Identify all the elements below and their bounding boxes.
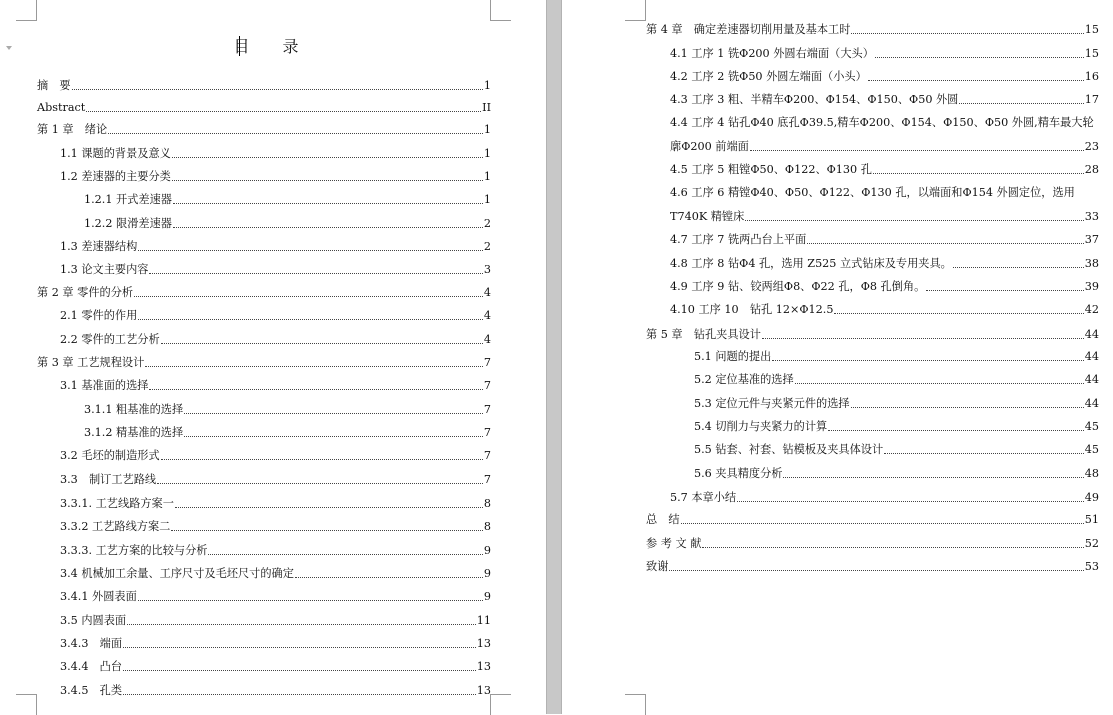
toc-entry[interactable]: [694, 420, 1099, 434]
toc-entry[interactable]: [60, 614, 491, 628]
toc-entry[interactable]: [694, 467, 1099, 481]
toc-page-number: 44: [1084, 373, 1099, 386]
toc-entry[interactable]: [37, 101, 491, 115]
toc-entry[interactable]: [60, 567, 491, 581]
toc-entry[interactable]: [84, 403, 491, 417]
toc-entry[interactable]: [60, 544, 491, 558]
toc-page-number: 52: [1084, 537, 1099, 550]
toc-entry[interactable]: [670, 70, 1099, 84]
toc-entry-title: 3.3.1. 工艺线路方案一: [60, 497, 174, 510]
toc-page-number: 13: [476, 660, 491, 673]
toc-entry-title: 1.3 差速器结构: [60, 240, 138, 253]
toc-page-number: 45: [1084, 420, 1099, 433]
toc-page-number: 9: [483, 567, 491, 580]
toc-leader-dots: [184, 413, 483, 414]
toc-entry[interactable]: [37, 123, 491, 137]
toc-entry[interactable]: [60, 309, 491, 323]
toc-entry[interactable]: [670, 163, 1099, 177]
toc-leader-dots: [145, 366, 483, 367]
toc-entry-title: 1.3 论文主要内容: [60, 263, 149, 276]
toc-entry-title: 参 考 文 献: [646, 537, 702, 550]
left-page: [0, 0, 546, 714]
toc-page-number: 15: [1084, 47, 1099, 60]
toc-entry[interactable]: [670, 257, 1099, 271]
toc-entry-title: 1.2.1 开式差速器: [84, 193, 172, 206]
toc-entry[interactable]: [670, 303, 1099, 317]
toc-entry[interactable]: [84, 193, 491, 207]
toc-entry[interactable]: [60, 637, 491, 651]
toc-leader-dots: [149, 273, 482, 274]
toc-title: 目 录: [233, 37, 313, 56]
toc-leader-dots: [208, 554, 482, 555]
toc-leader-dots: [737, 501, 1084, 502]
toc-entry-title: 5.4 切削力与夹紧力的计算: [694, 420, 828, 433]
toc-entry-title: 3.4.5 孔类: [60, 684, 123, 697]
toc-entry-title: 第 3 章 工艺规程设计: [37, 356, 145, 369]
toc-entry-title: 致谢: [646, 560, 669, 573]
toc-leader-dots: [173, 227, 483, 228]
toc-leader-dots: [173, 203, 483, 204]
toc-entry-title: 3.1.1 粗基准的选择: [84, 403, 184, 416]
toc-page-number: 53: [1084, 560, 1099, 573]
toc-leader-dots: [772, 360, 1083, 361]
page-gutter: [546, 0, 562, 714]
toc-leader-dots: [295, 577, 483, 578]
toc-entry[interactable]: [694, 350, 1099, 364]
toc-page-number: 2: [483, 217, 491, 230]
toc-page-number: 48: [1084, 467, 1099, 480]
toc-page-number: 13: [476, 684, 491, 697]
toc-leader-dots: [171, 530, 483, 531]
toc-page-number: 2: [483, 240, 491, 253]
toc-leader-dots: [72, 89, 483, 90]
toc-leader-dots: [851, 33, 1083, 34]
toc-leader-dots: [868, 80, 1084, 81]
toc-page-number: 33: [1084, 209, 1099, 223]
toc-leader-dots: [926, 290, 1083, 291]
toc-page-number: 44: [1084, 350, 1099, 363]
toc-entry-title: 5.1 问题的提出: [694, 350, 772, 363]
toc-leader-dots: [873, 173, 1084, 174]
toc-entry-title-cont: T740K 精镗床: [670, 209, 745, 223]
toc-entry-title: 3.2 毛坯的制造形式: [60, 449, 160, 462]
toc-entry-title-cont: 廓Φ200 前端面: [670, 139, 749, 153]
toc-page-number: 1: [483, 170, 491, 183]
toc-entry-title: 1.2.2 限滑差速器: [84, 217, 172, 230]
toc-entry[interactable]: [670, 491, 1099, 505]
toc-entry-title: 2.1 零件的作用: [60, 309, 138, 322]
toc-page-number: 44: [1084, 397, 1099, 410]
toc-entry-title: 4.10 工序 10 钻孔 12×Φ12.5: [670, 303, 834, 316]
toc-leader-dots: [134, 296, 483, 297]
toc-entry-title: 4.7 工序 7 铣两凸台上平面: [670, 233, 807, 246]
toc-entry[interactable]: [670, 93, 1099, 107]
toc-entry[interactable]: [84, 426, 491, 440]
toc-page-number: 45: [1084, 443, 1099, 456]
toc-page-number: 37: [1084, 233, 1099, 246]
toc-entry[interactable]: [60, 473, 491, 487]
toc-leader-dots: [157, 483, 483, 484]
toc-leader-dots: [172, 180, 483, 181]
toc-leader-dots: [123, 694, 476, 695]
right-page: [562, 0, 1113, 714]
toc-entry-title: 4.8 工序 8 钻Φ4 孔，选用 Z525 立式钻床及专用夹具。: [670, 257, 952, 270]
toc-leader-dots: [959, 103, 1083, 104]
toc-entry-title: 4.1 工序 1 铣Φ200 外圆右端面（大头）: [670, 47, 874, 60]
toc-page-number: 15: [1084, 23, 1099, 36]
toc-entry[interactable]: [646, 560, 1099, 574]
toc-entry[interactable]: [60, 449, 491, 463]
toc-entry-title: 5.3 定位元件与夹紧元件的选择: [694, 397, 850, 410]
toc-leader-dots: [161, 343, 483, 344]
toc-entry-title: 3.4.4 凸台: [60, 660, 123, 673]
crop-mark: [16, 694, 37, 715]
toc-entry-title: 5.7 本章小结: [670, 491, 737, 504]
toc-page-number: 7: [483, 403, 491, 416]
toc-page-number: 8: [483, 497, 491, 510]
toc-entry-title: 3.4 机械加工余量、工序尺寸及毛坯尺寸的确定: [60, 567, 294, 580]
toc-entry-title: 总 结: [646, 513, 680, 526]
toc-entry-title: 3.3.2 工艺路线方案二: [60, 520, 171, 533]
toc-page-number: 1: [483, 123, 491, 136]
crop-mark: [16, 0, 37, 21]
toc-entry-title: 3.1 基准面的选择: [60, 379, 149, 392]
toc-page-number: 44: [1084, 328, 1099, 341]
toc-entry-title: 4.6 工序 6 精镗Φ40、Φ50、Φ122、Φ130 孔，以端面和Φ154 外圆定位，选用: [670, 186, 1075, 199]
toc-leader-dots: [783, 477, 1083, 478]
toc-page-number: 1: [483, 193, 491, 206]
toc-page-number: 4: [483, 309, 491, 322]
toc-leader-dots: [138, 250, 483, 251]
toc-entry[interactable]: [646, 537, 1099, 551]
toc-leader-dots: [750, 150, 1084, 151]
toc-entry-title: 5.2 定位基准的选择: [694, 373, 794, 386]
toc-entry-title: 4.9 工序 9 钻、铰两组Φ8、Φ22 孔，Φ8 孔倒角。: [670, 280, 926, 293]
toc-entry[interactable]: [670, 111, 1099, 158]
toc-leader-dots: [807, 243, 1083, 244]
toc-page-number: 11: [476, 614, 491, 627]
toc-page-number: 51: [1084, 513, 1099, 526]
toc-leader-dots: [127, 624, 476, 625]
toc-entry-title: 第 4 章 确定差速器切削用量及基本工时: [646, 23, 851, 36]
toc-entry[interactable]: [60, 590, 491, 604]
toc-entry-title: 3.4.1 外圆表面: [60, 590, 137, 603]
toc-page-number: 7: [483, 356, 491, 369]
toc-entry[interactable]: [60, 170, 491, 184]
toc-leader-dots: [86, 111, 481, 112]
toc-entry-title: 3.3.3. 工艺方案的比较与分析: [60, 544, 208, 557]
toc-entry-title: 3.5 内圆表面: [60, 614, 127, 627]
toc-entry[interactable]: [646, 23, 1099, 37]
toc-leader-dots: [875, 57, 1084, 58]
toc-entry[interactable]: [646, 328, 1099, 342]
toc-entry[interactable]: [60, 520, 491, 534]
toc-page-number: 3: [483, 263, 491, 276]
toc-leader-dots: [175, 507, 483, 508]
toc-entry[interactable]: [37, 286, 491, 300]
toc-leader-dots: [828, 430, 1084, 431]
toc-page-number: 28: [1084, 163, 1099, 176]
toc-page-number: 7: [483, 379, 491, 392]
toc-entry[interactable]: [694, 373, 1099, 387]
toc-entry[interactable]: [60, 263, 491, 277]
toc-leader-dots: [138, 600, 483, 601]
toc-leader-dots: [953, 267, 1084, 268]
toc-entry[interactable]: [694, 443, 1099, 457]
toc-entry-title: 2.2 零件的工艺分析: [60, 333, 160, 346]
crop-mark: [490, 0, 511, 21]
toc-leader-dots: [884, 453, 1084, 454]
toc-leader-dots: [108, 133, 483, 134]
toc-entry-title: 第 1 章 绪论: [37, 123, 108, 136]
toc-page-number: 16: [1084, 70, 1099, 83]
toc-page-number: 13: [476, 637, 491, 650]
toc-leader-dots: [795, 383, 1084, 384]
toc-entry-title: 摘 要: [37, 79, 71, 92]
toc-leader-dots: [123, 647, 476, 648]
toc-page-number: 8: [483, 520, 491, 533]
toc-leader-dots: [669, 570, 1083, 571]
toc-page-number: 7: [483, 449, 491, 462]
toc-entry[interactable]: [670, 47, 1099, 61]
toc-page-number: 9: [483, 544, 491, 557]
toc-leader-dots: [762, 338, 1084, 339]
toc-entry[interactable]: [60, 379, 491, 393]
toc-entry-title: 第 2 章 零件的分析: [37, 286, 134, 299]
toc-entry[interactable]: [670, 181, 1099, 228]
toc-entry[interactable]: [37, 79, 491, 93]
toc-entry[interactable]: [60, 660, 491, 674]
toc-leader-dots: [834, 313, 1083, 314]
toc-entry-title: 1.2 差速器的主要分类: [60, 170, 171, 183]
toc-entry[interactable]: [60, 240, 491, 254]
toc-entry[interactable]: [84, 217, 491, 231]
toc-page-number: 42: [1084, 303, 1099, 316]
toc-entry-title: 第 5 章 钻孔夹具设计: [646, 328, 761, 341]
toc-page-number: 7: [483, 473, 491, 486]
toc-leader-dots: [851, 407, 1084, 408]
toc-leader-dots: [138, 319, 483, 320]
toc-leader-dots: [161, 459, 483, 460]
crop-mark: [625, 694, 646, 715]
toc-entry[interactable]: [646, 513, 1099, 527]
toc-entry-title: 4.2 工序 2 铣Φ50 外圆左端面（小头）: [670, 70, 867, 83]
toc-page-number: 1: [483, 79, 491, 92]
toc-page-number: 4: [483, 286, 491, 299]
toc-entry-title: 3.3 制订工艺路线: [60, 473, 157, 486]
toc-leader-dots: [172, 157, 483, 158]
toc-page-number: 38: [1084, 257, 1099, 270]
toc-entry[interactable]: [670, 233, 1099, 247]
toc-leader-dots: [184, 436, 483, 437]
toc-page-number: 7: [483, 426, 491, 439]
toc-page-number: II: [482, 101, 491, 114]
toc-leader-dots: [745, 220, 1083, 221]
toc-entry-title: 3.1.2 精基准的选择: [84, 426, 184, 439]
toc-page-number: 39: [1084, 280, 1099, 293]
toc-entry-title: Abstract: [37, 101, 86, 114]
toc-entry[interactable]: [37, 356, 491, 370]
toc-entry[interactable]: [60, 497, 491, 511]
toc-page-number: 23: [1084, 139, 1099, 153]
toc-entry-title: 5.6 夹具精度分析: [694, 467, 783, 480]
toc-page-number: 9: [483, 590, 491, 603]
toc-entry[interactable]: [60, 333, 491, 347]
toc-page-number: 17: [1084, 93, 1099, 106]
crop-mark: [490, 694, 511, 715]
toc-page-number: 1: [483, 147, 491, 160]
toc-entry[interactable]: [60, 147, 491, 161]
toc-leader-dots: [702, 547, 1083, 548]
toc-entry-title: 5.5 钻套、衬套、钻模板及夹具体设计: [694, 443, 884, 456]
toc-page-number: 4: [483, 333, 491, 346]
toc-entry-title: 4.5 工序 5 粗镗Φ50、Φ122、Φ130 孔: [670, 163, 872, 176]
toc-entry-title: 1.1 课题的背景及意义: [60, 147, 171, 160]
toc-entry[interactable]: [670, 280, 1099, 294]
toc-entry[interactable]: [60, 684, 491, 698]
toc-leader-dots: [681, 523, 1084, 524]
toc-entry-title: 4.4 工序 4 钻孔Φ40 底孔Φ39.5,精车Φ200、Φ154、Φ150、Φ50 外圆,精车最大轮: [670, 116, 1094, 129]
toc-page-number: 49: [1084, 491, 1099, 504]
toc-entry-title: 3.4.3 端面: [60, 637, 123, 650]
toc-leader-dots: [123, 670, 476, 671]
toc-entry-title: 4.3 工序 3 粗、半精车Φ200、Φ154、Φ150、Φ50 外圆: [670, 93, 959, 106]
toc-leader-dots: [149, 389, 482, 390]
crop-mark: [625, 0, 646, 21]
toc-entry[interactable]: [694, 397, 1099, 411]
